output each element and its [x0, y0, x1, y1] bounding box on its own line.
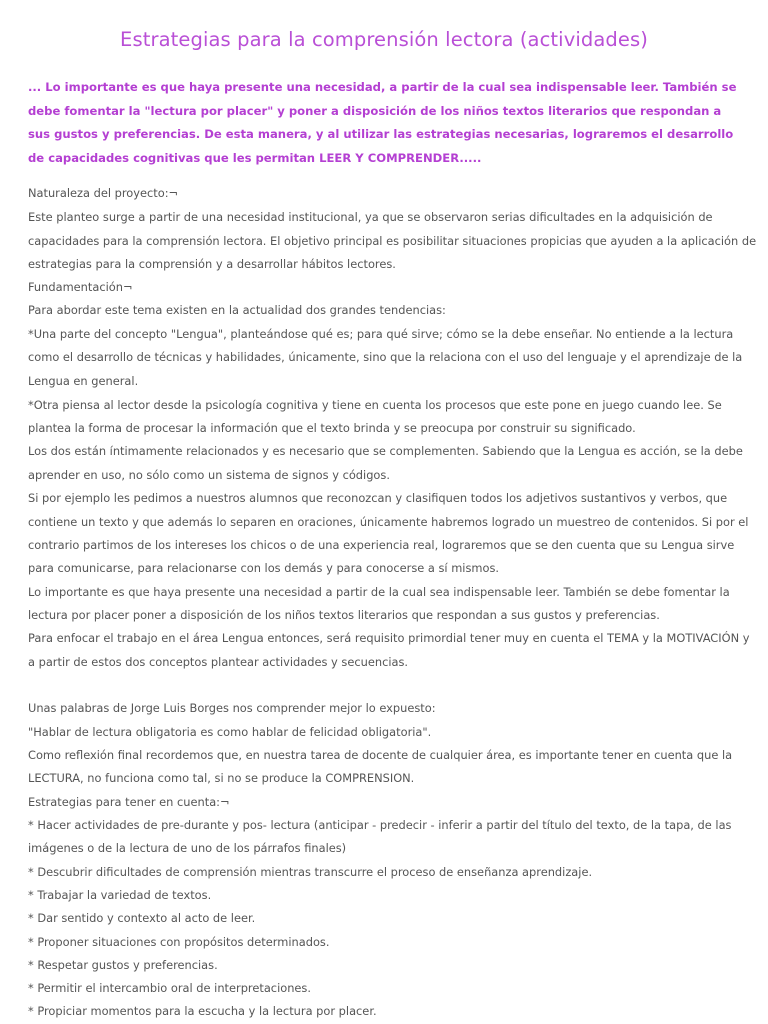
body-line: LECTURA, no funciona como tal, si no se produce la COMPRENSION.: [28, 771, 415, 785]
body-line: * Proponer situaciones con propósitos determinados.: [28, 935, 330, 949]
body-line: Si por ejemplo les pedimos a nuestros alumnos que reconozcan y clasifiquen todos los adjetivos sustantivos y verbos, que: [28, 491, 728, 505]
body-line: plantea la forma de procesar la información que el texto brinda y se preocupa por construir su significado.: [28, 421, 636, 435]
body-line: para comunicarse, para relacionarse con los demás y para conocerse a sí mismos.: [28, 561, 500, 575]
body-line: Lo importante es que haya presente una necesidad a partir de la cual sea indispensable leer. También se debe fomentar la: [28, 585, 730, 599]
body-line: "Hablar de lectura obligatoria es como hablar de felicidad obligatoria".: [28, 725, 432, 739]
body-line: *Otra piensa al lector desde la psicología cognitiva y tiene en cuenta los procesos que este pone en juego cuando lee. Se: [28, 398, 722, 412]
body-line: como el desarrollo de técnicas y habilidades, únicamente, sino que la relaciona con el uso del lenguaje y el aprendizaje de la: [28, 350, 743, 364]
body-line: * Hacer actividades de pre-durante y pos- lectura (anticipar - predecir - inferir a partir del título del texto, de la tapa, de las: [28, 818, 732, 832]
body-line: * Respetar gustos y preferencias.: [28, 958, 218, 972]
body-line: * Dar sentido y contexto al acto de leer.: [28, 911, 256, 925]
body-line: *Una parte del concepto "Lengua", planteándose qué es; para qué sirve; cómo se la debe enseñar. No entiende a la lectura: [28, 327, 734, 341]
page-title: Estrategias para la comprensión lectora (actividades): [120, 28, 648, 51]
body-line: estrategias para la comprensión y a desarrollar hábitos lectores.: [28, 257, 396, 271]
body-line: Para enfocar el trabajo en el área Lengua entonces, será requisito primordial tener muy en cuenta el TEMA y la MOTIVACIÓN y: [28, 631, 750, 645]
body-line: Estrategias para tener en cuenta:¬: [28, 795, 230, 809]
body-line: contrario partimos de los intereses los chicos o de una experiencia real, lograremos que se den cuenta que su Lengua sirve: [28, 538, 735, 552]
intro-paragraph: ... Lo importante es que haya presente una necesidad, a partir de la cual sea indispensable leer. También se debe fomentar la "lectura por placer" y poner a disposición de los niños textos literarios que respondan a sus gustos y preferencias. De esta manera, y al utilizar las estrategias necesarias, lograremos el desarrollo de capacidades cognitivas que les permitan LEER Y COMPRENDER.....: [28, 80, 737, 166]
body-line: Los dos están íntimamente relacionados y es necesario que se complementen. Sabiendo que la Lengua es acción, se la debe: [28, 444, 743, 458]
body-line: * Trabajar la variedad de textos.: [28, 888, 212, 902]
body-line: Para abordar este tema existen en la actualidad dos grandes tendencias:: [28, 303, 446, 317]
body-line: capacidades para la comprensión lectora. El objetivo principal es posibilitar situaciones propicias que ayuden a la aplicación de: [28, 234, 757, 248]
body-line: Fundamentación¬: [28, 280, 133, 294]
body-line: contiene un texto y que además lo separen en oraciones, únicamente habremos logrado un muestreo de contenidos. Si por el: [28, 515, 749, 529]
body-line: * Permitir el intercambio oral de interpretaciones.: [28, 981, 311, 995]
body-line: * Propiciar momentos para la escucha y la lectura por placer.: [28, 1004, 377, 1018]
body-line: Unas palabras de Jorge Luis Borges nos comprender mejor lo expuesto:: [28, 701, 436, 715]
body-line: * Descubrir dificultades de comprensión mientras transcurre el proceso de enseñanza aprendizaje.: [28, 865, 593, 879]
body-line: Este planteo surge a partir de una necesidad institucional, ya que se observaron serias dificultades en la adquisición de: [28, 210, 713, 224]
body-line: imágenes o de la lectura de uno de los párrafos finales): [28, 841, 347, 855]
body-line: aprender en uso, no sólo como un sistema de signos y códigos.: [28, 468, 390, 482]
body-line: Como reflexión final recordemos que, en nuestra tarea de docente de cualquier área, es importante tener en cuenta que la: [28, 748, 733, 762]
body-line: Lengua en general.: [28, 374, 139, 388]
body-line: a partir de estos dos conceptos plantear actividades y secuencias.: [28, 655, 409, 669]
body-line: Naturaleza del proyecto:¬: [28, 186, 179, 200]
body-line: lectura por placer poner a disposición de los niños textos literarios que respondan a sus gustos y preferencias.: [28, 608, 660, 622]
